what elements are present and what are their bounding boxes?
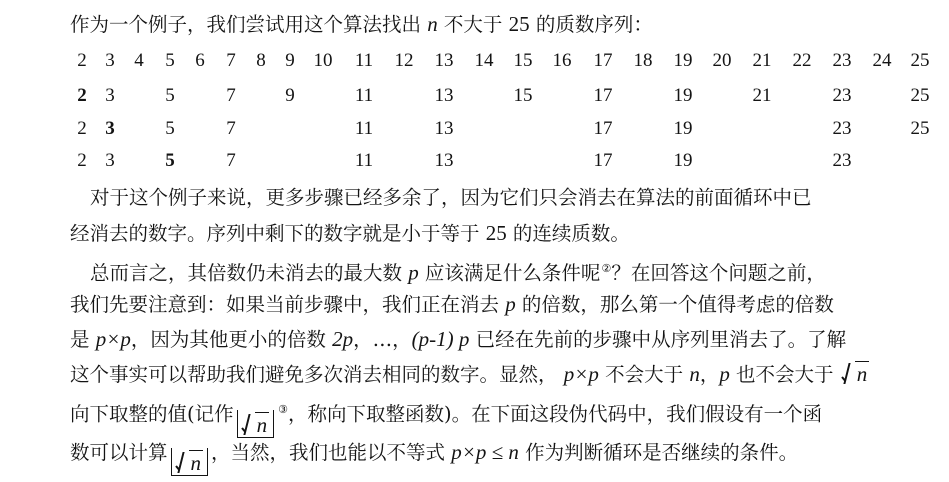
para2-l3-pxp: p×p xyxy=(95,327,131,351)
para1-line2-num: 25 xyxy=(485,221,507,245)
sieve-number: 12 xyxy=(394,50,414,71)
sieve-number: 2 xyxy=(77,85,87,106)
sieve-number: 19 xyxy=(673,50,693,71)
para2-l6-mid: ，当然，我们也能以不等式 xyxy=(211,441,446,464)
sieve-number: 4 xyxy=(134,50,144,71)
sieve-number: 7 xyxy=(226,118,236,139)
para2-l4-before: 这个事实可以帮助我们避免多次消去相同的数字。显然， xyxy=(70,363,558,386)
sieve-number: 25 xyxy=(910,50,930,71)
sieve-number: 3 xyxy=(105,50,115,71)
sieve-number: 14 xyxy=(474,50,494,71)
para2-l1-tail: ？在回答这个问题之前， xyxy=(611,261,826,285)
sieve-number: 23 xyxy=(832,85,852,106)
para2-l6-ineq: p×p ≤ n xyxy=(451,440,519,464)
sieve-number: 24 xyxy=(872,50,892,71)
intro-line xyxy=(70,12,653,37)
sieve-number: 13 xyxy=(434,118,454,139)
sieve-number: 3 xyxy=(105,85,115,106)
floor-radicand: n xyxy=(190,451,202,475)
sieve-number: 9 xyxy=(285,50,295,71)
para2-line5 xyxy=(70,398,822,438)
sieve-number: 9 xyxy=(285,85,295,106)
para2-l2-after: 的倍数，那么第一个值得考虑的倍数 xyxy=(521,293,834,316)
sieve-number: 17 xyxy=(593,50,613,71)
sqrt-radicand: n xyxy=(856,362,868,386)
sieve-number: 5 xyxy=(165,50,175,71)
para2-l4-n: n xyxy=(689,362,700,386)
para2-l5-before: 向下取整的值(记作 xyxy=(70,402,234,426)
intro-limit: 25 xyxy=(508,12,530,36)
para2-l5-after: ，称向下取整函数)。在下面这段伪代码中，我们假设有一个函 xyxy=(287,402,823,426)
para2-l2-var: p xyxy=(505,292,516,316)
sieve-number: 3 xyxy=(105,150,115,171)
sieve-number: 11 xyxy=(354,50,374,71)
para2-l3-ellipsis: ，…， xyxy=(353,328,412,351)
para2-l3-mid: ，因为其他更小的倍数 xyxy=(130,328,326,351)
floor-radicand: n xyxy=(256,412,268,437)
para2-line3 xyxy=(70,327,846,352)
sieve-number: 16 xyxy=(552,50,572,71)
para2-l4-mid: 不会大于 xyxy=(605,363,684,386)
sieve-number: 19 xyxy=(673,85,693,106)
para2-l4-after: 也不会大于 xyxy=(736,363,834,386)
sieve-number: 17 xyxy=(593,85,613,106)
para2-line6 xyxy=(70,440,798,476)
para2-l4-comma: ， xyxy=(699,363,720,386)
sqrt-symbol xyxy=(176,451,204,476)
para2-l2-before: 我们先要注意到：如果当前步骤中，我们正在消去 xyxy=(70,293,500,316)
intro-text-before: 作为一个例子，我们尝试用这个算法找出 xyxy=(70,13,422,36)
sieve-number: 18 xyxy=(633,50,653,71)
footnote-marker-2: ② xyxy=(601,262,612,275)
sieve-number: 22 xyxy=(792,50,812,71)
sieve-number: 11 xyxy=(354,85,374,106)
sieve-number: 15 xyxy=(513,50,533,71)
para1-line1-text: 对于这个例子来说，更多步骤已经多余了，因为它们只会消去在算法的前面循环中已 xyxy=(90,186,812,209)
sieve-number: 5 xyxy=(165,150,175,171)
para2-line2 xyxy=(70,292,834,317)
footnote-marker-3: ③ xyxy=(278,403,288,416)
sieve-number: 21 xyxy=(752,85,772,106)
para2-l6-after: 作为判断循环是否继续的条件。 xyxy=(525,441,799,464)
para2-l4-pxp: p×p xyxy=(563,362,599,386)
para2-l1-before: 总而言之，其倍数仍未消去的最大数 xyxy=(90,261,403,285)
sieve-number: 20 xyxy=(712,50,732,71)
para2-l1-after: 应该满足什么条件呢 xyxy=(424,261,601,285)
sieve-number: 11 xyxy=(354,118,374,139)
sieve-number: 8 xyxy=(256,50,266,71)
sieve-number: 13 xyxy=(434,85,454,106)
sieve-number: 23 xyxy=(832,150,852,171)
sieve-number: 19 xyxy=(673,118,693,139)
sieve-number: 7 xyxy=(226,85,236,106)
para2-l4-p: p xyxy=(719,362,730,386)
intro-text-mid: 不大于 xyxy=(443,13,503,36)
sieve-number: 25 xyxy=(910,118,930,139)
sieve-number: 11 xyxy=(354,150,374,171)
sieve-number: 15 xyxy=(513,85,533,106)
para1-line2-before: 经消去的数字。序列中剩下的数字就是小于等于 xyxy=(70,222,480,245)
sieve-number: 5 xyxy=(165,85,175,106)
para2-l3-is: 是 xyxy=(70,328,90,351)
sieve-number: 6 xyxy=(195,50,205,71)
para2-l3-pm1: (p-1) p xyxy=(411,327,470,351)
para1-line1 xyxy=(90,186,812,210)
sieve-number: 5 xyxy=(165,118,175,139)
para2-l3-2p: 2p xyxy=(332,327,354,351)
floor-sqrt-symbol xyxy=(237,410,275,438)
sieve-number: 10 xyxy=(313,50,333,71)
sieve-number: 7 xyxy=(226,50,236,71)
sieve-number: 23 xyxy=(832,118,852,139)
sqrt-symbol xyxy=(842,362,870,387)
para2-l6-before: 数可以计算 xyxy=(70,441,168,464)
sqrt-symbol xyxy=(242,413,270,438)
sieve-number: 21 xyxy=(752,50,772,71)
sieve-number: 7 xyxy=(226,150,236,171)
sieve-number: 2 xyxy=(77,50,87,71)
para1-line2 xyxy=(70,221,630,246)
sieve-number: 19 xyxy=(673,150,693,171)
sieve-number: 2 xyxy=(77,150,87,171)
sieve-number: 17 xyxy=(593,150,613,171)
para2-line1 xyxy=(90,257,826,286)
sieve-number: 13 xyxy=(434,150,454,171)
sieve-number: 2 xyxy=(77,118,87,139)
sieve-number: 13 xyxy=(434,50,454,71)
sieve-number: 23 xyxy=(832,50,852,71)
para1-line2-after: 的连续质数。 xyxy=(512,222,630,245)
para2-l1-var: p xyxy=(408,260,419,285)
sieve-number: 17 xyxy=(593,118,613,139)
sieve-number: 3 xyxy=(105,118,115,139)
intro-text-after: 的质数序列： xyxy=(535,13,653,36)
para2-l3-after: 已经在先前的步骤中从序列里消去了。了解 xyxy=(475,328,847,351)
para2-line4 xyxy=(70,362,869,387)
floor-sqrt-symbol xyxy=(171,448,209,476)
sieve-number: 25 xyxy=(910,85,930,106)
intro-var-n: n xyxy=(427,12,438,36)
